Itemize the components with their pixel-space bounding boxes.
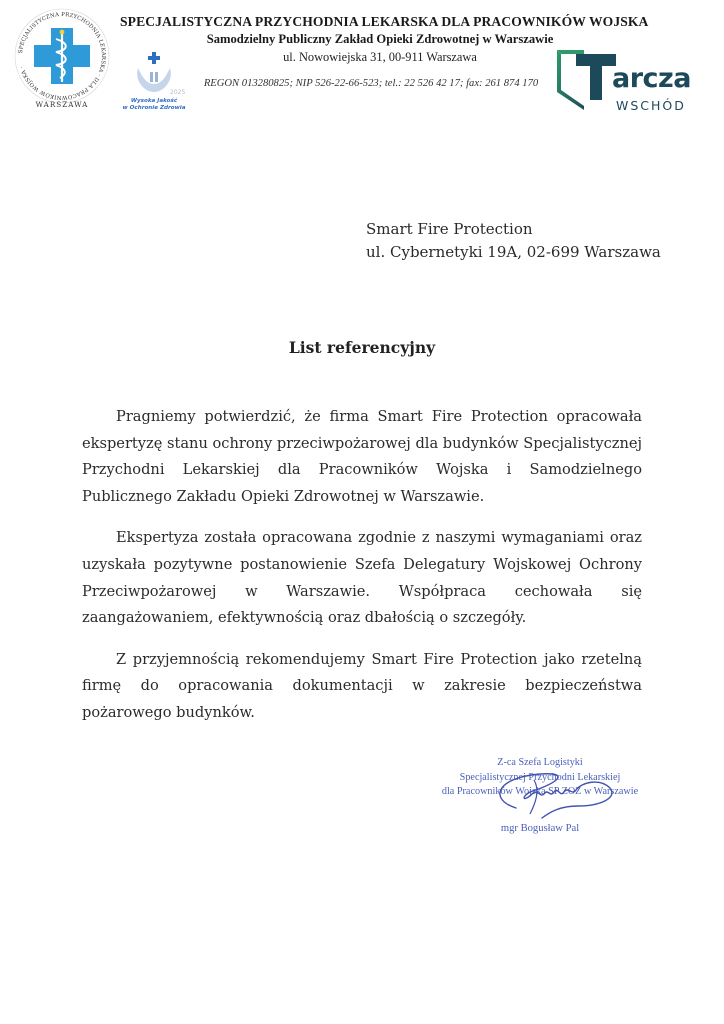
institution-address: ul. Nowowiejska 31, 00-911 Warszawa [283,50,477,64]
paragraph-1: Pragniemy potwierdzić, że firma Smart Fire Protection opracowała ekspertyzę stanu ochrony przeciwpożarowej dla budynków Specjalistycznej Przychodni Lekarskiej dla Pracowników Wojska i Samodzielnego Publicznego Zakładu Opieki Zdrowotnej w Warszawie. [82,408,643,505]
quality-caption-line1: Wysoka Jakość [130,98,178,104]
recipient-address: ul. Cybernetyki 19A, 02-699 Warszawa [366,243,661,261]
quality-year: 2025 [170,89,186,96]
institution-subtitle: Samodzielny Publiczny Zakład Opieki Zdrowotnej w Warszawie [206,32,554,46]
quality-caption [120,98,188,112]
letter-body [82,404,642,742]
stamp-line-2: Specjalistycznej Przychodni Lekarskiej [459,771,621,783]
quality-caption-line2: w Ochronie Zdrowia [122,105,186,111]
logo-city: WARSZAWA [35,100,89,109]
institution-registry: REGON 013280825; NIP 526-22-66-523; tel.: 22 526 42 17; fax: 261 874 170 [203,78,539,89]
handwritten-signature [450,762,650,822]
document-title: List referencyjny [288,338,436,357]
institution-name: SPECJALISTYCZNA PRZYCHODNIA LEKARSKA DLA PRACOWNIKÓW WOJSKA [120,14,649,29]
paragraph-3: Z przyjemnością rekomendujemy Smart Fire Protection jako rzetelną firmę do opracowania dokumentacji w zakresie bezpieczeństwa pożarowego budynków. [82,650,642,721]
institution-logo [12,6,112,110]
signatory-name: mgr Bogusław Pal [500,823,580,834]
stamp-line-1: Z-ca Szefa Logistyki [497,757,583,768]
logo-ring-text: SPECJALISTYCZNA PRZYCHODNIA LEKARSKA · DLA PRACOWNIKÓW WOJSKA · [18,11,107,101]
stamp-line-3: dla Pracowników Wojska SP ZOZ w Warszawie [441,786,639,797]
quality-logo [126,50,186,96]
recipient-block [366,218,661,264]
paragraph-2: Ekspertyza została opracowana zgodnie z naszymi wymaganiami oraz uzyskała pozytywne postanowienie Szefa Delegatury Wojskowej Ochrony Przeciwpożarowej w Warszawie. Współpraca cechowała się zaangażowaniem, efektywnością oraz dbałością o szczegóły. [82,529,642,627]
tarcza-sub-text: WSCHÓD [616,98,686,113]
tarcza-brand-text: arcza [612,63,691,94]
recipient-name: Smart Fire Protection [366,220,533,238]
